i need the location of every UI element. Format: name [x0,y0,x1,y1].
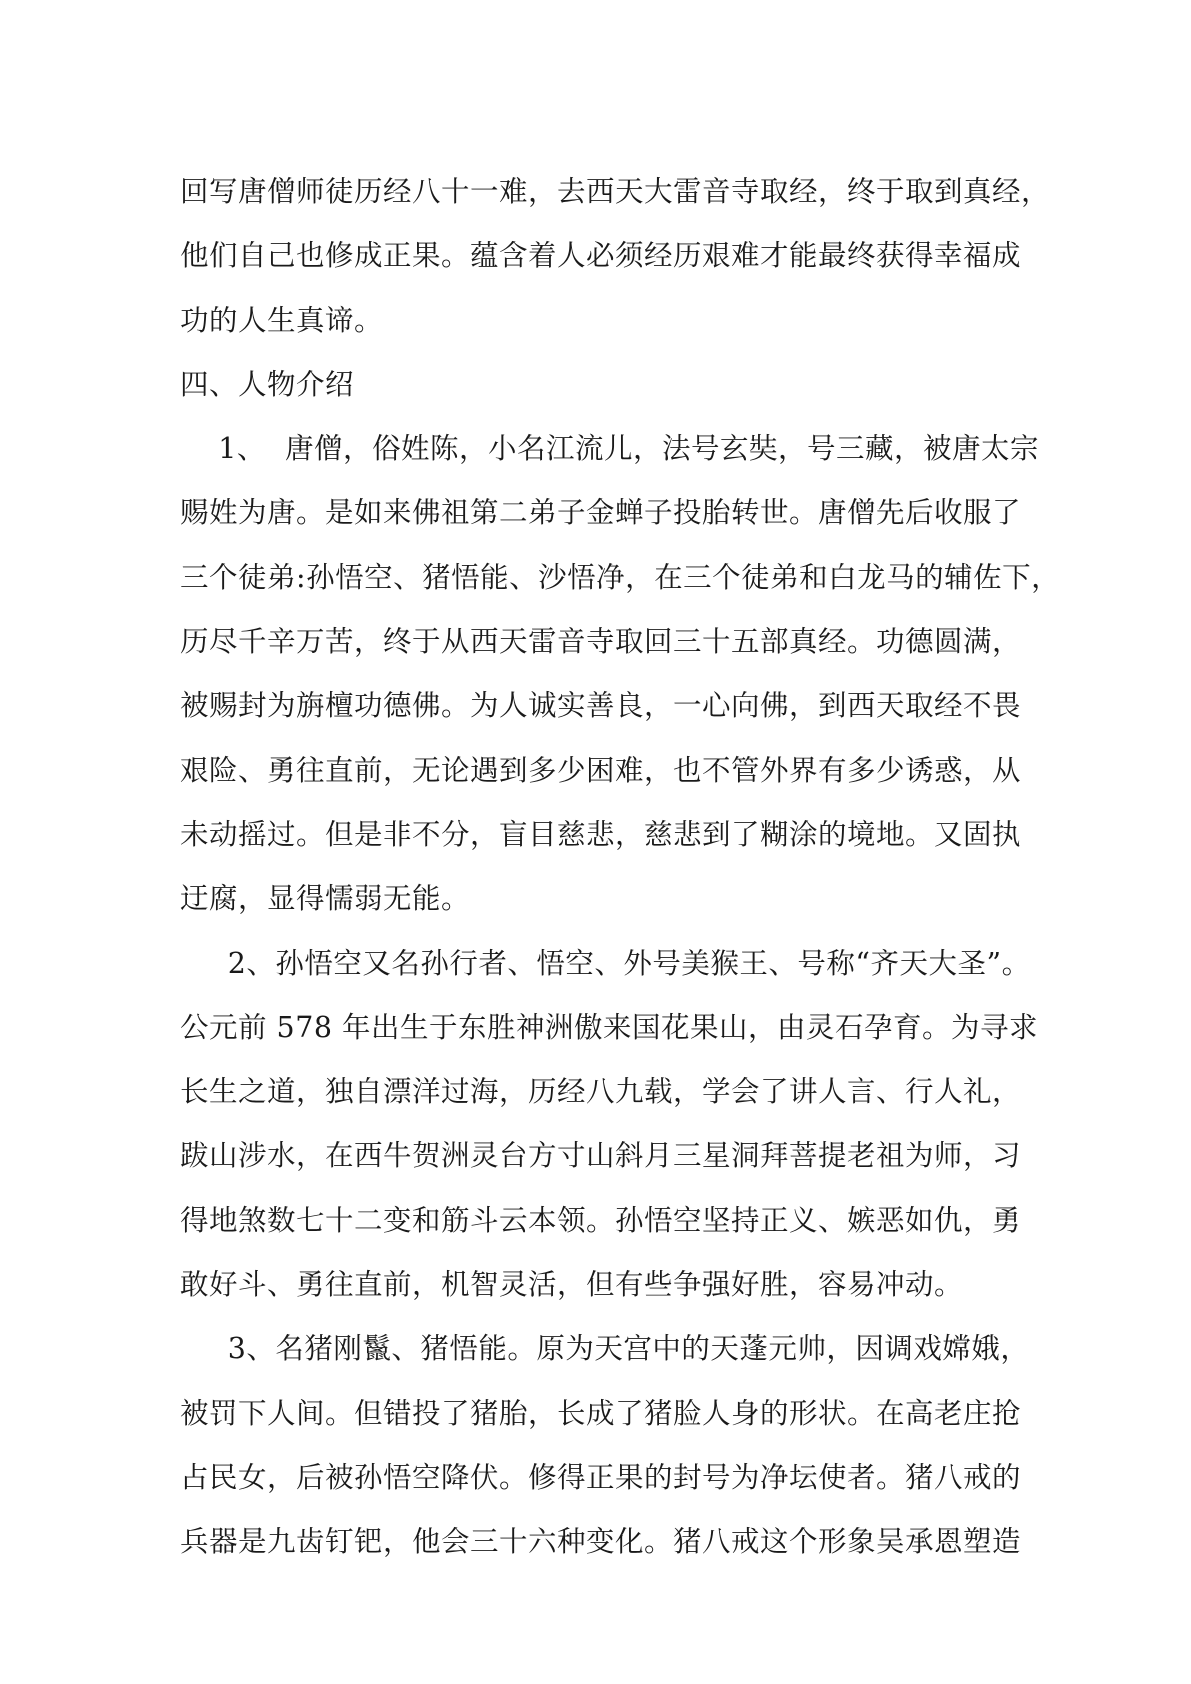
text-line: 占民女，后被孙悟空降伏。修得正果的封号为净坛使者。猪八戒的 [180,1460,1022,1494]
text-line: 得地煞数七十二变和筋斗云本领。孙悟空坚持正义、嫉恶如仇，勇 [180,1203,1022,1237]
text-line: 公元前 578 年出生于东胜神洲傲来国花果山，由灵石孕育。为寻求 [180,1010,1039,1044]
section-heading: 四、人物介绍 [180,367,355,401]
document-body [180,160,1061,1575]
text-line: 赐姓为唐。是如来佛祖第二弟子金蝉子投胎转世。唐僧先后收服了 [180,496,1022,530]
text-line: 回写唐僧师徒历经八十一难，去西天大雷音寺取经，终于取到真经， [180,175,1051,208]
text-line: 1、 唐僧，俗姓陈，小名江流儿，法号玄奘，号三藏，被唐太宗 [180,432,1039,466]
text-line: 敢好斗、勇往直前，机智灵活，但有些争强好胜，容易冲动。 [180,1268,964,1302]
text-line: 未动摇过。但是非不分，盲目慈悲，慈悲到了糊涂的境地。又固执 [180,817,1022,851]
text-line: 迂腐，显得懦弱无能。 [180,882,471,916]
text-line: 3、名猪刚鬣、猪悟能。原为天宫中的天蓬元帅，因调戏嫦娥， [180,1332,1030,1366]
text-line: 三个徒弟:孙悟空、猪悟能、沙悟净，在三个徒弟和白龙马的辅佐下， [180,560,1061,594]
text-line: 2、孙悟空又名孙行者、悟空、外号美猴王、号称“齐天大圣”。 [180,946,1031,980]
text-line: 艰险、勇往直前，无论遇到多少困难，也不管外界有多少诱惑，从 [180,753,1022,787]
text-line: 长生之道，独自漂洋过海，历经八九载，学会了讲人言、行人礼， [180,1075,1022,1109]
text-line: 被罚下人间。但错投了猪胎，长成了猪脸人身的形状。在高老庄抢 [180,1396,1022,1430]
text-line: 历尽千辛万苦，终于从西天雷音寺取回三十五部真经。功德圆满， [180,625,1022,659]
text-line: 兵器是九齿钉钯，他会三十六种变化。猪八戒这个形象吴承恩塑造 [180,1525,1022,1559]
text-line: 功的人生真谛。 [180,303,384,337]
text-line: 被赐封为旃檀功德佛。为人诚实善良，一心向佛，到西天取经不畏 [180,689,1022,723]
text-line: 他们自己也修成正果。蕴含着人必须经历艰难才能最终获得幸福成 [180,239,1022,273]
text-line: 跋山涉水，在西牛贺洲灵台方寸山斜月三星洞拜菩提老祖为师，习 [180,1139,1022,1173]
